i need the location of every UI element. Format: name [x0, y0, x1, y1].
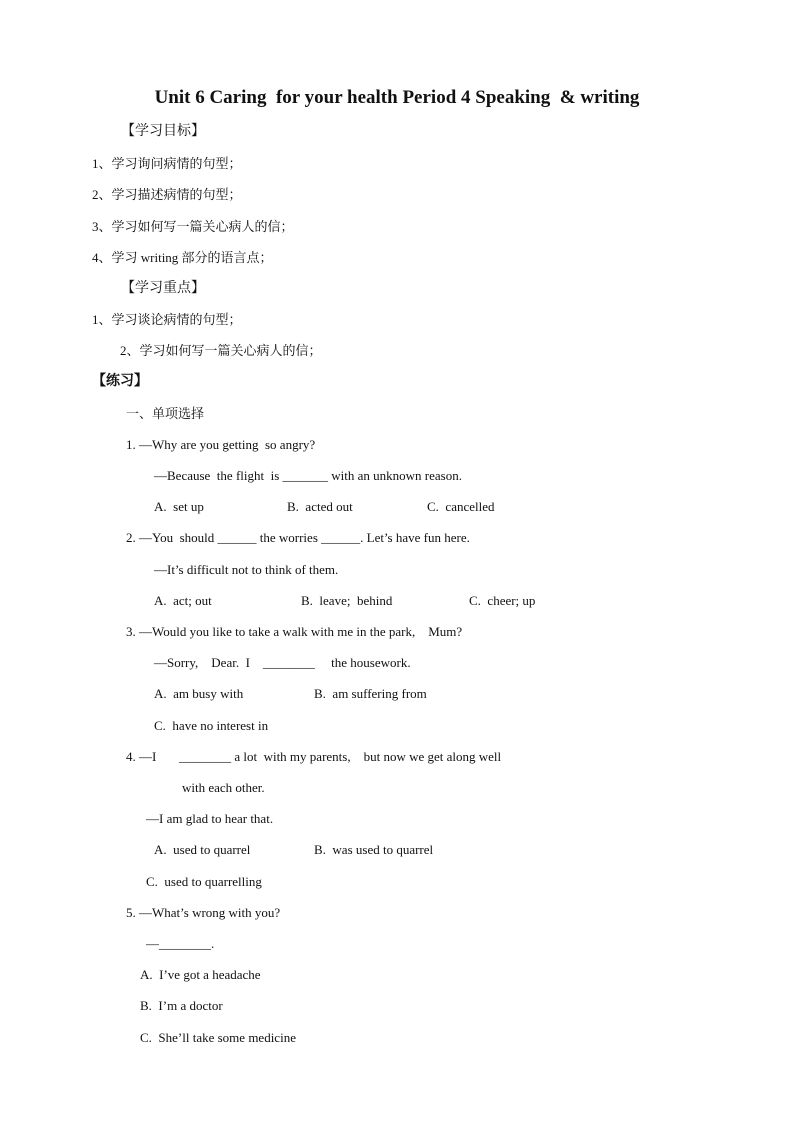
option-c[interactable]: C. cancelled: [427, 499, 495, 514]
question-text: 3. —Would you like to take a walk with me in the park, Mum?: [126, 624, 463, 639]
option-a[interactable]: A. used to quarrel: [154, 842, 251, 857]
key-points-heading: 【学习重点】: [121, 281, 205, 296]
question-text-continued: with each other.: [182, 780, 265, 795]
key-point-item: 2、学习如何写一篇关心病人的信；: [120, 343, 322, 358]
document-title: Unit 6 Caring for your health Period 4 Speaking & writing: [154, 87, 640, 108]
question-reply: —It’s difficult not to think of them.: [154, 562, 339, 577]
section-heading: 一、单项选择: [126, 406, 205, 421]
option-a[interactable]: A. set up: [154, 499, 204, 514]
question-text: 1. —Why are you getting so angry?: [126, 437, 316, 452]
question-reply: —Sorry, Dear. I ________ the housework.: [154, 655, 411, 670]
question-text: 2. —You should ______ the worries ______. Let’s have fun here.: [126, 530, 470, 545]
option-a[interactable]: A. I’ve got a headache: [140, 967, 261, 982]
option-c[interactable]: C. have no interest in: [154, 718, 269, 733]
option-a[interactable]: A. act; out: [154, 593, 212, 608]
question-reply: —I am glad to hear that.: [146, 811, 274, 826]
objective-item: 4、学习 writing 部分的语言点；: [92, 250, 273, 265]
objective-item: 2、学习描述病情的句型；: [92, 187, 242, 202]
question-reply: —________.: [146, 936, 215, 951]
option-b[interactable]: B. was used to quarrel: [314, 842, 434, 857]
objective-item: 1、学习询问病情的句型；: [92, 156, 242, 171]
objective-item: 3、学习如何写一篇关心病人的信；: [92, 219, 294, 234]
option-b[interactable]: B. I’m a doctor: [140, 998, 223, 1013]
question-text: 5. —What’s wrong with you?: [126, 905, 281, 920]
exercise-heading: 【练习】: [92, 374, 148, 389]
option-b[interactable]: B. am suffering from: [314, 686, 427, 701]
option-c[interactable]: C. used to quarrelling: [146, 874, 262, 889]
option-b[interactable]: B. leave; behind: [301, 593, 393, 608]
option-b[interactable]: B. acted out: [287, 499, 353, 514]
question-reply: —Because the flight is _______ with an unknown reason.: [154, 468, 462, 483]
option-c[interactable]: C. cheer; up: [469, 593, 536, 608]
option-c[interactable]: C. She’ll take some medicine: [140, 1030, 296, 1045]
option-a[interactable]: A. am busy with: [154, 686, 244, 701]
objectives-heading: 【学习目标】: [121, 124, 205, 139]
question-text: 4. —I ________ a lot with my parents, but now we get along well: [126, 749, 502, 764]
key-point-item: 1、学习谈论病情的句型；: [92, 312, 242, 327]
